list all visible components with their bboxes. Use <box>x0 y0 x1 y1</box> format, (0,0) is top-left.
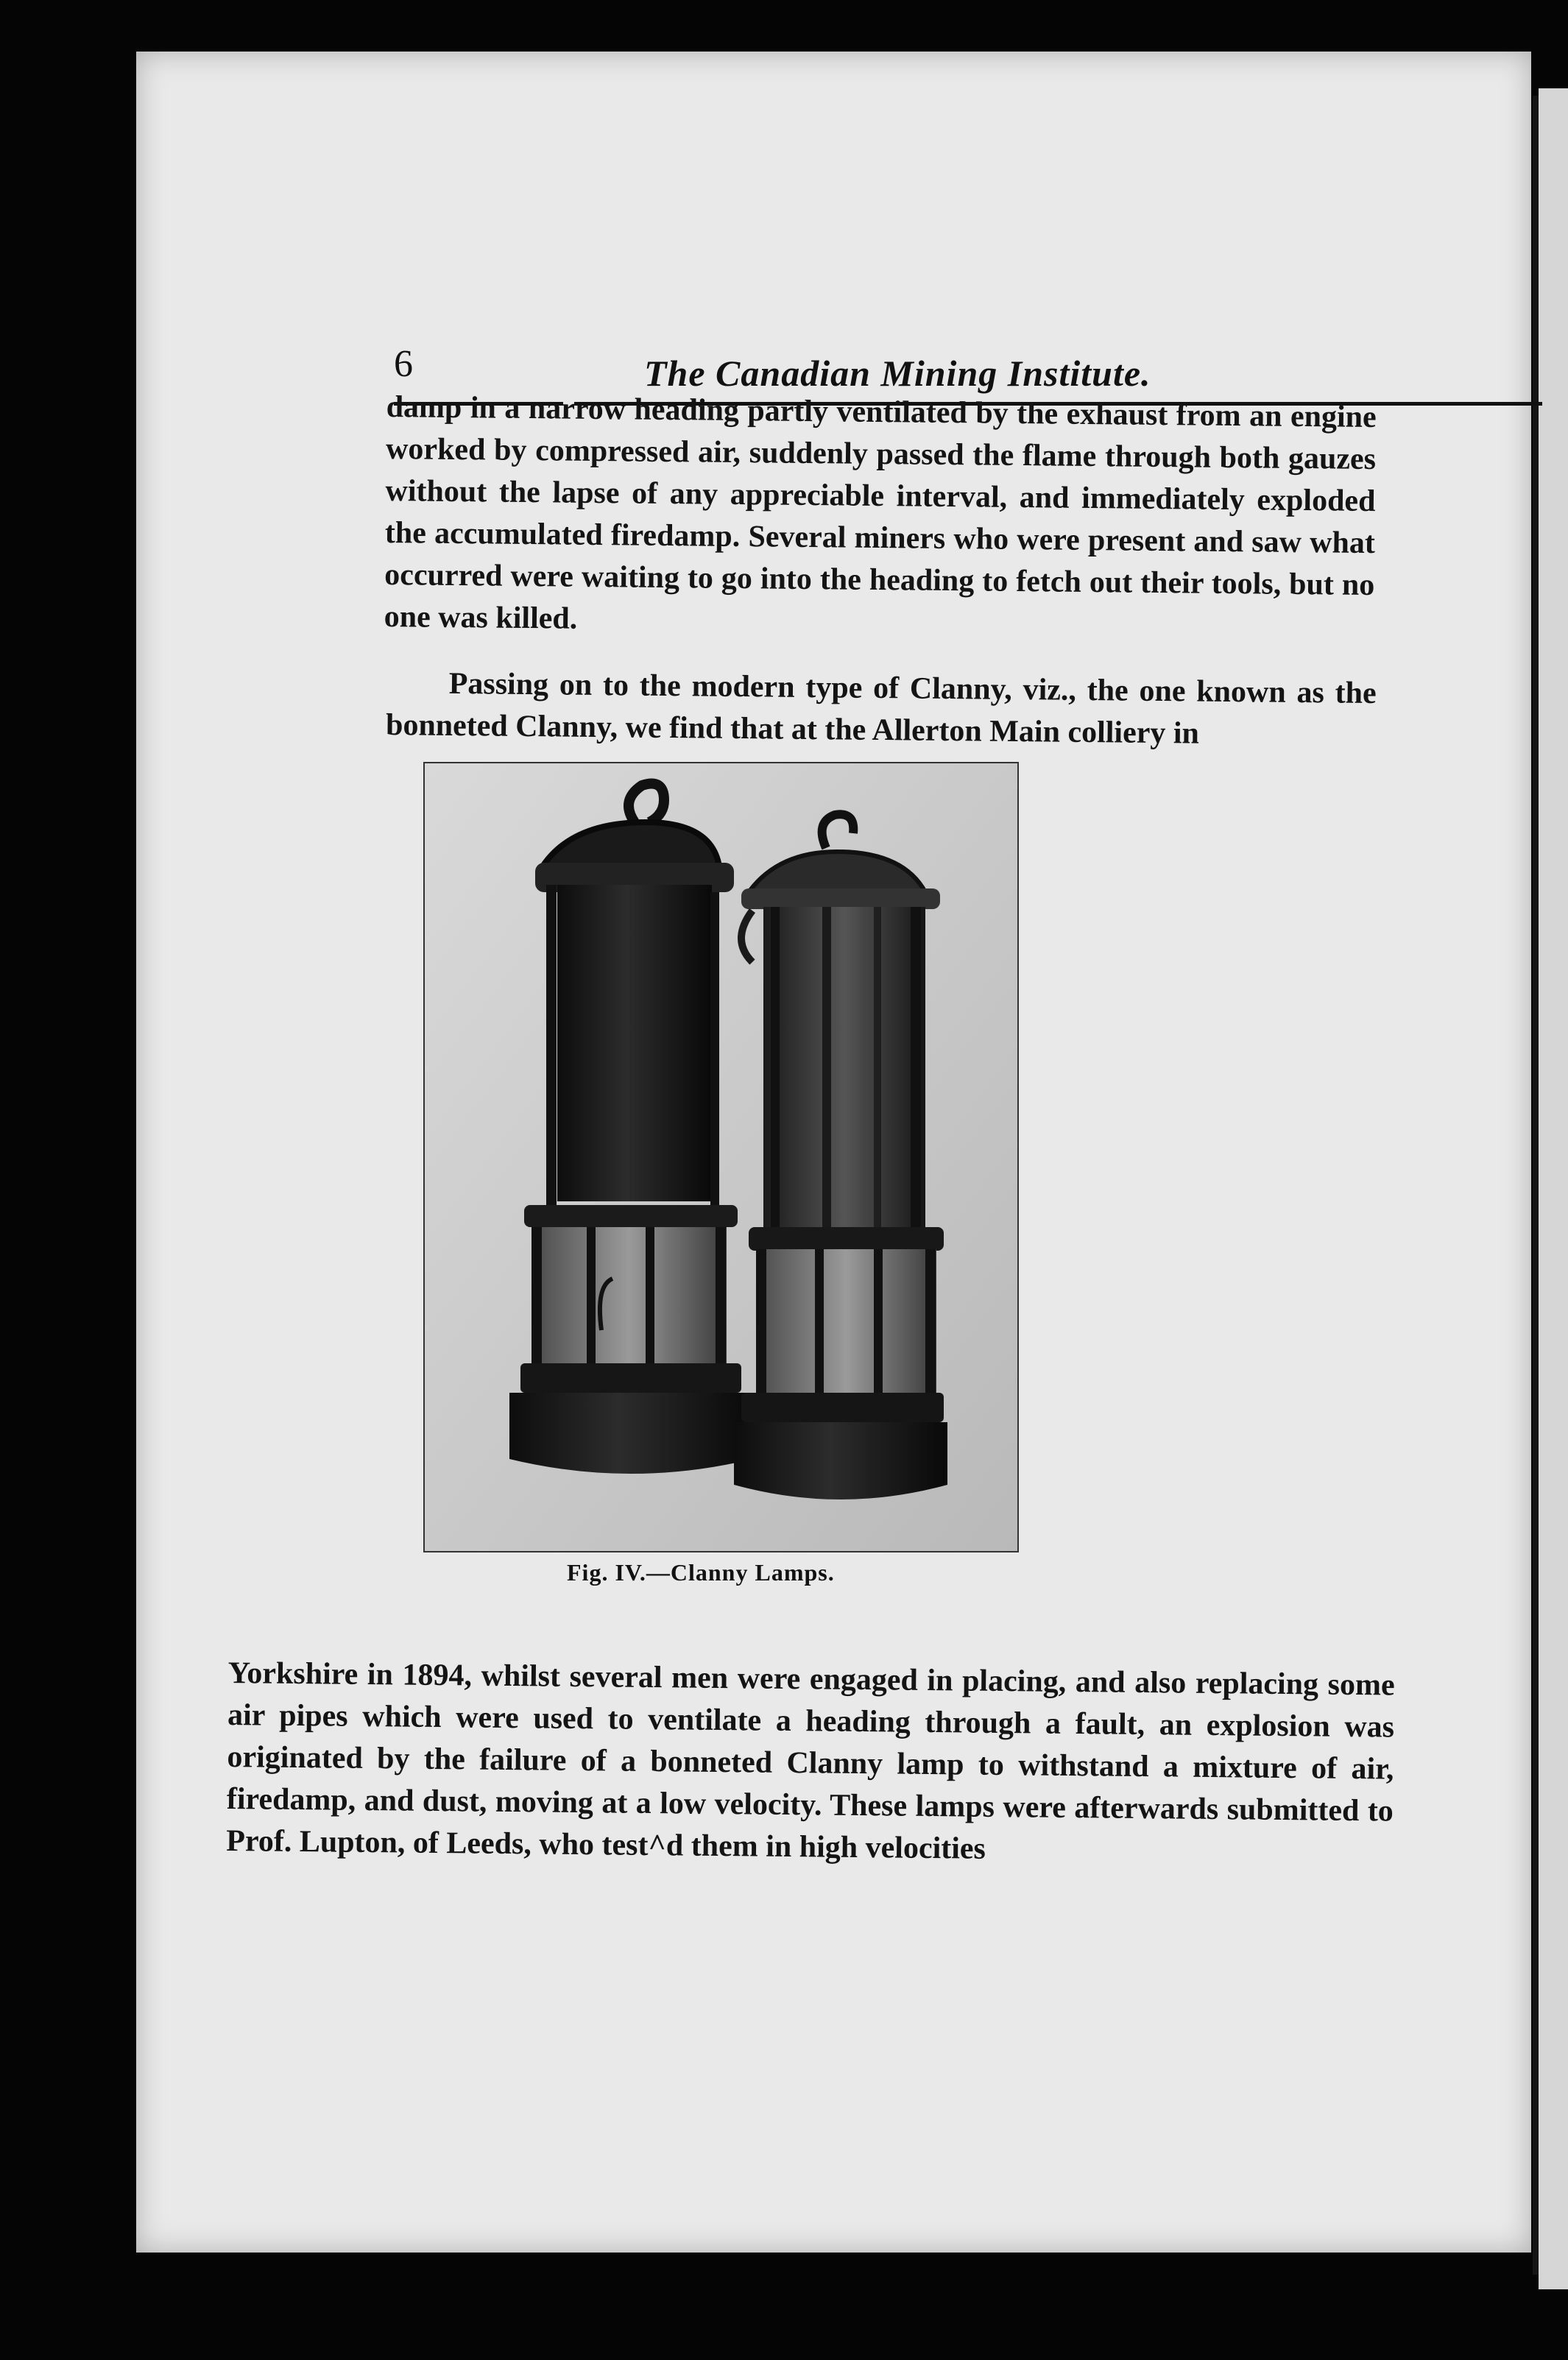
figure-caption: Fig. IV.—Clanny Lamps. <box>567 1559 835 1586</box>
figure-photo-clanny-lamps <box>423 762 1019 1552</box>
body-paragraph-1: damp in a narrow heading partly ventilated by the exhaust from an engine worked by compressed air, suddenly passed the flame through both gauzes without the lapse of any appreciable interval, and immediately exploded the accumulated firedamp. Several miners who were present and saw what occurred were waiting to go into the heading to fetch out their tools, but no one was killed. <box>384 389 1377 636</box>
right-lamp <box>734 814 947 1499</box>
body-paragraph-2: Passing on to the modern type of Clanny, viz., the one known as the bonneted Clanny, we find that at the Allerton Main colliery in <box>385 666 1377 751</box>
page-number: 6 <box>394 343 413 385</box>
journal-title: The Canadian Mining Institute. <box>644 353 1151 394</box>
adjacent-page-edge <box>1539 88 1568 2289</box>
body-paragraph-3: Yorkshire in 1894, whilst several men were engaged in placing, and also replacing some air pipes which were used to ventilate a heading through a fault, an explosion was originated by the failure of a bonneted Clanny lamp to withstand a mixture of air, firedamp, and dust, moving at a low velocity. These lamps were afterwards submitted to Prof. Lupton, of Leeds, who test^d them in high velocities <box>226 1656 1395 1866</box>
